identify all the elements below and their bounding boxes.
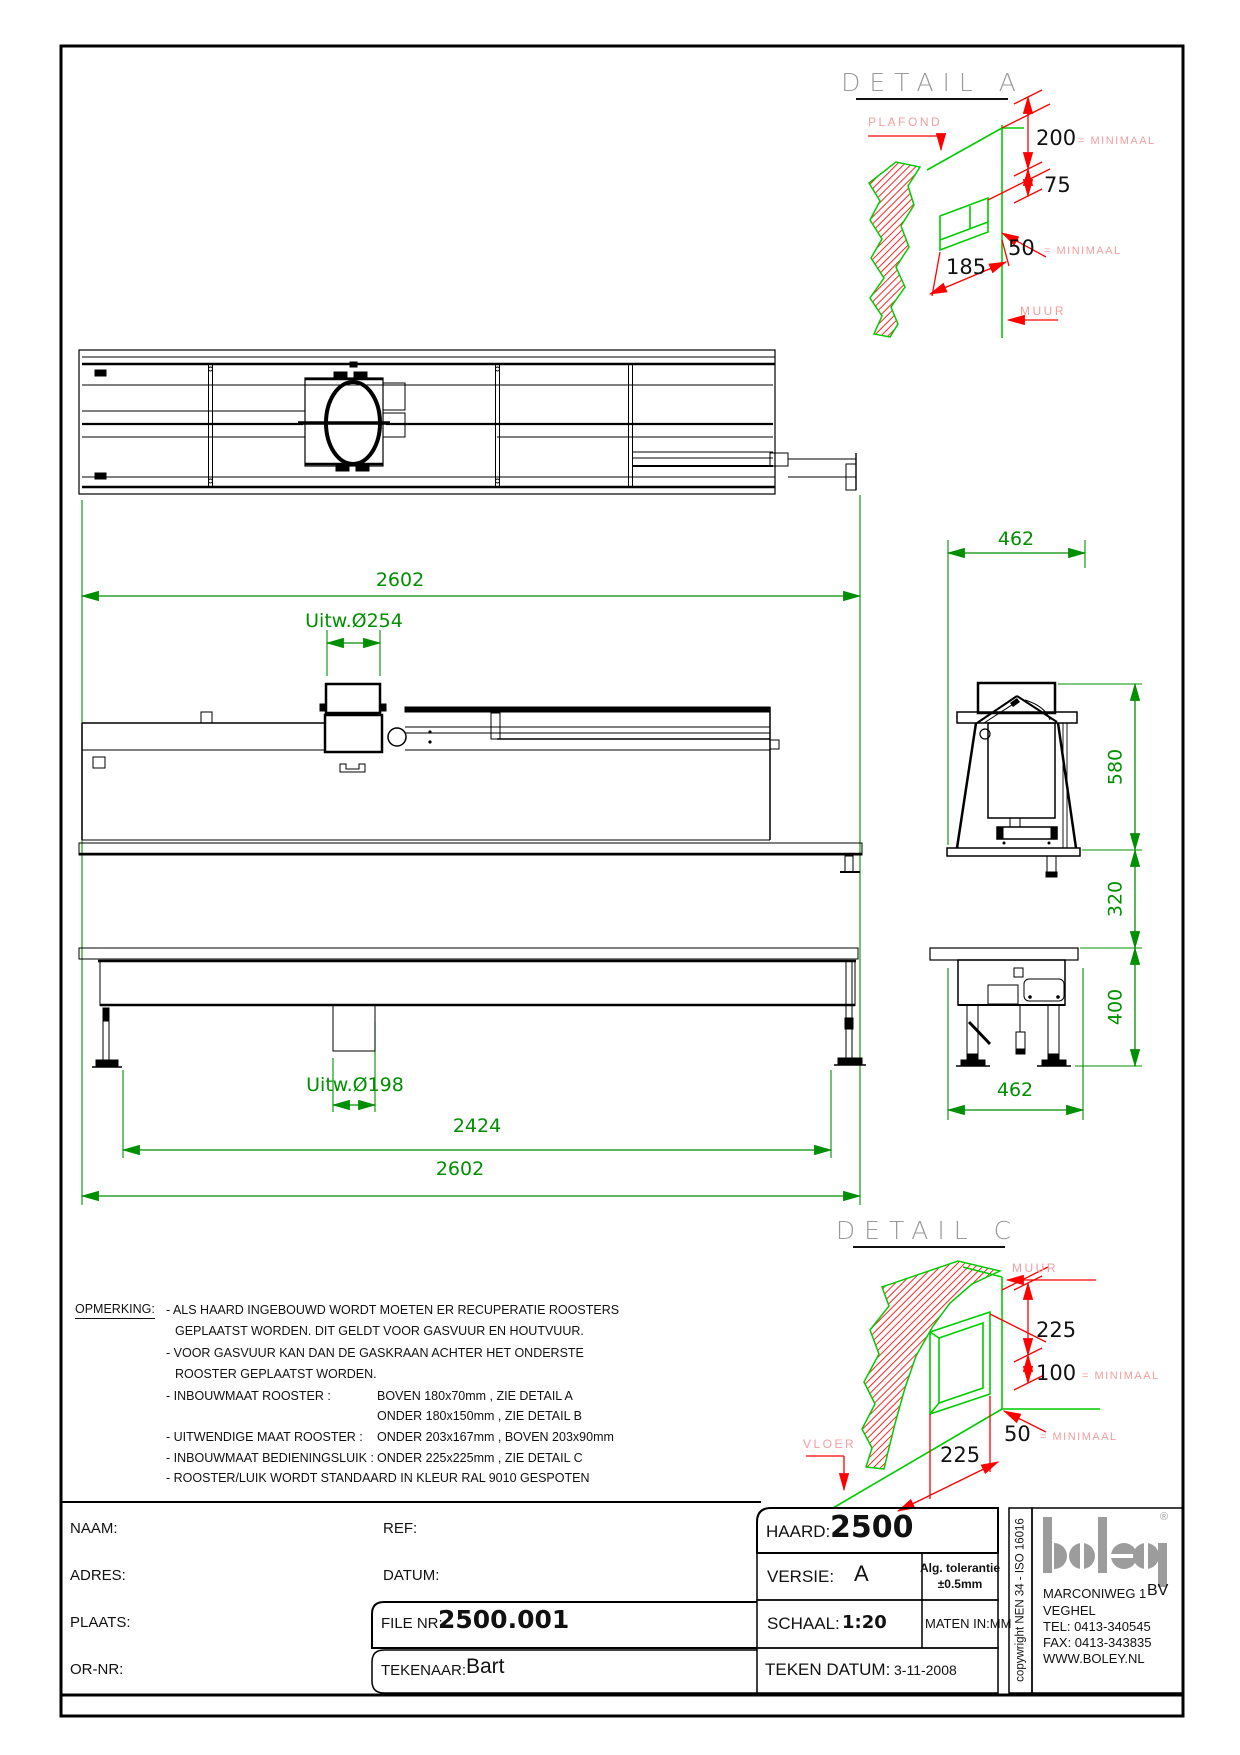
brand-tel: TEL: 0413-340545 [1043,1619,1151,1634]
detail-a-title: DETAIL A [841,68,1025,97]
dim-uitw254: Uitw.Ø254 [305,610,403,632]
brand-bv: BV [1147,1582,1169,1599]
notes-heading: OPMERKING: [75,1303,155,1319]
detail-a-title-underline [856,98,1008,100]
dim-185: 185 [946,255,987,279]
dim-2602-bottom: 2602 [435,1158,485,1180]
detail-c-figure [806,1261,1100,1511]
note-value: ONDER 203x167mm , BOVEN 203x90mm [377,1430,614,1444]
field-maten: MATEN IN:MM [925,1616,1012,1631]
side-view-lower [930,948,1078,1066]
wall-break-hatch [862,1261,1000,1469]
note-line: - INBOUWMAAT BEDIENINGSLUIK : [166,1451,374,1465]
muur-label-c: MUUR [1012,1261,1058,1275]
field-filenr-value: 2500.001 [438,1605,570,1634]
note-value: ONDER 225x225mm , ZIE DETAIL C [377,1451,583,1465]
field-teken-datum-value: 3-11-2008 [894,1662,957,1678]
registered-mark: ® [1160,1511,1169,1523]
field-plaats: PLAATS: [70,1614,131,1631]
field-versie-label: VERSIE: [767,1567,835,1586]
dim-200: 200 [1036,126,1077,150]
top-view [79,350,856,494]
wall-break-hatch [869,162,920,337]
vloer-label: VLOER [803,1437,857,1451]
boley-logo-icon [1043,1517,1167,1587]
dim-50-a: 50 [1008,236,1035,260]
field-ref: REF: [383,1520,418,1537]
dim-462-bottom: 462 [996,1079,1034,1101]
note-line: - VOOR GASVUUR KAN DAN DE GASKRAAN ACHTER HET ONDERSTE [166,1346,584,1360]
brand-address2: VEGHEL [1043,1603,1096,1618]
brand-fax: FAX: 0413-343835 [1043,1635,1152,1650]
detail-c-title: DETAIL C [835,1216,1021,1245]
plafond-label: PLAFOND [868,115,943,129]
extension-lines [82,495,1142,1205]
note-value: ONDER 180x150mm , ZIE DETAIL B [377,1409,582,1423]
note-value: BOVEN 180x70mm , ZIE DETAIL A [377,1389,573,1403]
dim-225-top: 225 [1036,1318,1077,1342]
field-datum: DATUM: [383,1567,440,1584]
note-line: - ROOSTER/LUIK WORDT STANDAARD IN KLEUR RAL 9010 GESPOTEN [166,1471,590,1485]
field-naam: NAAM: [70,1520,118,1537]
field-filenr-label: FILE NR: [381,1615,443,1632]
dim-400: 400 [1104,988,1127,1026]
side-view-upper [947,683,1080,877]
field-haard-label: HAARD: [766,1522,831,1541]
minimaal-200: = MINIMAAL [1078,135,1156,147]
dim-462-top: 462 [997,528,1035,550]
field-adres: ADRES: [70,1567,126,1584]
note-line: ROOSTER GEPLAATST WORDEN. [175,1367,377,1381]
field-tolerantie-1: Alg. tolerantie [919,1561,1001,1575]
dim-75: 75 [1044,173,1071,197]
field-schaal-value: 1:20 [842,1612,887,1633]
field-haard-value: 2500 [830,1510,914,1545]
minimaal-50-c: = MINIMAAL [1040,1431,1118,1443]
field-schaal-label: SCHAAL: [767,1614,840,1633]
minimaal-50-a: = MINIMAAL [1044,245,1122,257]
page-border [61,46,1183,1716]
field-ornr: OR-NR: [70,1661,124,1678]
copyright-text: copywright NEN 34 - ISO 16016 [1014,1518,1027,1682]
field-tekenaar-label: TEKENAAR: [381,1662,467,1679]
brand-web: WWW.BOLEY.NL [1043,1651,1145,1666]
note-line: - UITWENDIGE MAAT ROOSTER : [166,1430,363,1444]
field-tolerantie-2: ±0.5mm [937,1577,983,1591]
dim-uitw198: Uitw.Ø198 [306,1074,404,1096]
dim-100: 100 [1036,1361,1077,1385]
minimaal-100: = MINIMAAL [1082,1370,1160,1382]
bottom-view [79,948,866,1067]
dim-2424: 2424 [452,1115,502,1137]
note-line: GEPLAATST WORDEN. DIT GELDT VOOR GASVUUR EN HOUTVUUR. [175,1324,584,1338]
detail-c-title-underline [853,1246,1005,1248]
dimension-lines [82,553,1135,1196]
dim-580: 580 [1104,748,1127,786]
dim-50-c: 50 [1004,1422,1031,1446]
field-teken-datum-label: TEKEN DATUM: [765,1660,891,1679]
brand-address1: MARCONIWEG 1 [1043,1586,1147,1601]
muur-label-a: MUUR [1020,304,1066,318]
note-line: - INBOUWMAAT ROOSTER : [166,1389,331,1403]
dim-225-bottom: 225 [940,1443,981,1467]
field-tekenaar-value: Bart [466,1655,505,1678]
dim-320: 320 [1104,880,1127,918]
front-view [79,684,862,872]
field-versie-value: A [854,1561,869,1586]
note-line: - ALS HAARD INGEBOUWD WORDT MOETEN ER RECUPERATIE ROOSTERS [166,1303,620,1317]
dim-2602-top: 2602 [375,569,425,591]
